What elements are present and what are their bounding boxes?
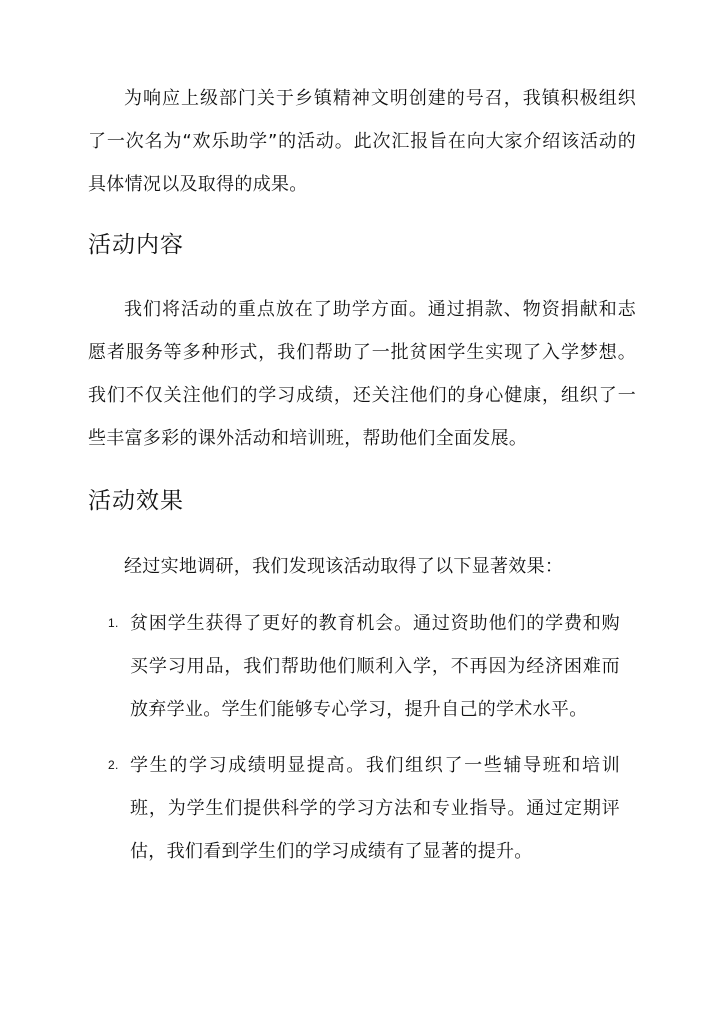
- list-item-text: 学生的学习成绩明显提高。我们组织了一些辅导班和培训班，为学生们提供科学的学习方法和专业指导。通过定期评估，我们看到学生们的学习成绩有了显著的提升。: [130, 755, 620, 862]
- list-item-number: 1.: [108, 616, 119, 630]
- section-heading-activity-content: 活动内容: [88, 232, 184, 258]
- list-item-text: 贫困学生获得了更好的教育机会。通过资助他们的学费和购买学习用品，我们帮助他们顺利入学，不再因为经济困难而放弃学业。学生们能够专心学习，提升自己的学术水平。: [130, 613, 620, 720]
- activity-content-paragraph: 我们将活动的重点放在了助学方面。通过捐款、物资捐献和志愿者服务等多种形式，我们帮助了一批贫困学生实现了入学梦想。我们不仅关注他们的学习成绩，还关注他们的身心健康，组织了一些丰富多彩的课外活动和培训班，帮助他们全面发展。: [88, 299, 636, 449]
- section-heading-activity-results: 活动效果: [88, 488, 184, 514]
- activity-results-lead: 经过实地调研，我们发现该活动取得了以下显著效果：: [124, 556, 564, 577]
- list-item: [108, 602, 628, 731]
- intro-paragraph: 为响应上级部门关于乡镇精神文明创建的号召，我镇积极组织了一次名为“欢乐助学”的活动。此次汇报旨在向大家介绍该活动的具体情况以及取得的成果。: [88, 88, 636, 195]
- list-item: [108, 744, 628, 873]
- list-item-number: 2.: [108, 758, 119, 772]
